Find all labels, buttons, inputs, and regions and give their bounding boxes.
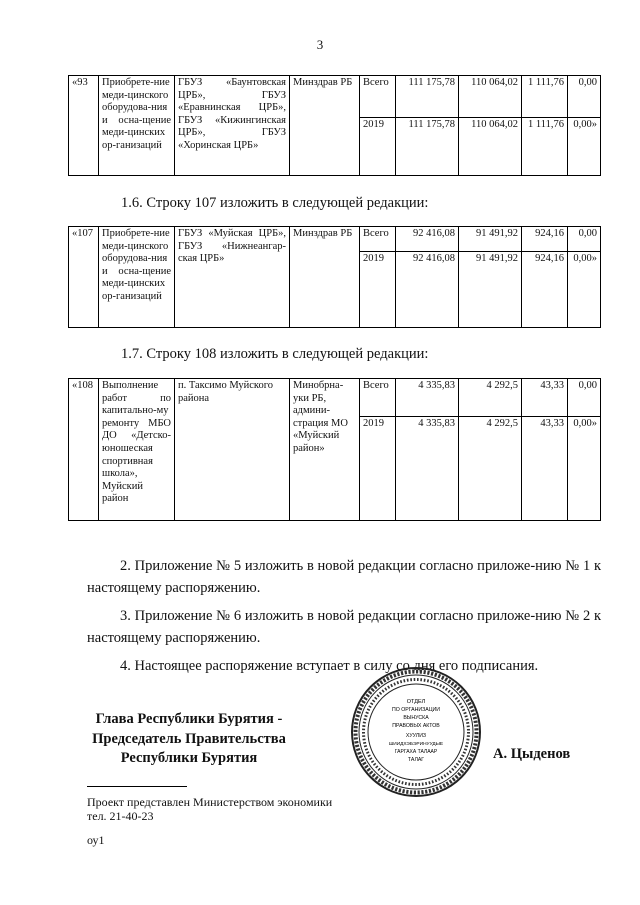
footer-project-note: Проект представлен Министерством экономики <box>87 795 333 809</box>
period-cell: 2019 <box>360 417 396 521</box>
official-seal <box>350 666 482 798</box>
federal-cell: 91 491,92 <box>459 227 522 252</box>
republic-cell: 43,33 <box>522 417 568 521</box>
federal-cell: 4 292,5 <box>459 417 522 521</box>
event-name-cell: Приобрете-ние меди-цинского оборудова-ния и осна-щение меди-цинских ор-ганизаций <box>99 76 175 176</box>
paragraph-2: 2. Приложение № 5 изложить в новой редакции согласно приложе-нию № 1 к настоящему распоряжению. <box>87 558 601 596</box>
local-cell: 0,00 <box>568 379 601 417</box>
recipient-cell: п. Таксимо Муйского района <box>175 379 290 521</box>
row-number-cell: «107 <box>69 227 99 328</box>
period-cell: Всего <box>360 76 396 118</box>
federal-cell: 91 491,92 <box>459 252 522 328</box>
svg-text:ТАЛАГ: ТАЛАГ <box>407 757 425 763</box>
recipient-cell: ГБУЗ «Баунтовская ЦРБ», ГБУЗ «Еравнинская ЦРБ», ГБУЗ «Кижингинская ЦРБ», ГБУЗ «Хоринская ЦРБ» <box>175 76 290 176</box>
total-cell: 4 335,83 <box>396 379 459 417</box>
table-row-108 <box>68 378 601 521</box>
local-cell: 0,00» <box>568 252 601 328</box>
executor-cell: Минздрав РБ <box>290 227 360 328</box>
recipient-cell: ГБУЗ «Муйская ЦРБ», ГБУЗ «Нижнеангар-ская ЦРБ» <box>175 227 290 328</box>
republic-cell: 43,33 <box>522 379 568 417</box>
period-cell: 2019 <box>360 118 396 176</box>
table-row-107 <box>68 226 601 328</box>
row-number-cell: «108 <box>69 379 99 521</box>
svg-text:ВЫНУСКА: ВЫНУСКА <box>403 715 429 721</box>
page-number: 3 <box>316 37 324 52</box>
period-cell: Всего <box>360 227 396 252</box>
local-cell: 0,00 <box>568 76 601 118</box>
total-cell: 111 175,78 <box>396 76 459 118</box>
svg-text:ХУУЛИЗ: ХУУЛИЗ <box>405 733 427 739</box>
svg-text:ОТДЕЛ: ОТДЕЛ <box>406 699 426 705</box>
footer-code: оу1 <box>87 833 105 847</box>
local-cell: 0,00» <box>568 118 601 176</box>
footer-divider <box>87 786 187 787</box>
paragraph-3: 3. Приложение № 6 изложить в новой редакции согласно приложе-нию № 2 к настоящему распоряжению. <box>87 608 601 646</box>
republic-cell: 1 111,76 <box>522 76 568 118</box>
table-row-93 <box>68 75 601 176</box>
republic-cell: 1 111,76 <box>522 118 568 176</box>
republic-cell: 924,16 <box>522 227 568 252</box>
row-number-cell: «93 <box>69 76 99 176</box>
event-name-cell: Выполнение работ по капитально-му ремонту МБО ДО «Детско-юношеская спортивная школа», Муйский район <box>99 379 175 521</box>
event-name-cell: Приобрете-ние меди-цинского оборудова-ния и осна-щение меди-цинских ор-ганизаций <box>99 227 175 328</box>
federal-cell: 110 064,02 <box>459 118 522 176</box>
executor-cell: Минобрна-уки РБ, админи-страция МО «Муйский район» <box>290 379 360 521</box>
republic-cell: 924,16 <box>522 252 568 328</box>
period-cell: Всего <box>360 379 396 417</box>
total-cell: 92 416,08 <box>396 227 459 252</box>
total-cell: 4 335,83 <box>396 417 459 521</box>
total-cell: 111 175,78 <box>396 118 459 176</box>
signatory-name: А. Цыденов <box>493 746 571 762</box>
footer-phone: тел. 21-40-23 <box>87 809 154 823</box>
svg-text:ГАРГАХА ТАЛААР: ГАРГАХА ТАЛААР <box>394 749 438 755</box>
local-cell: 0,00» <box>568 417 601 521</box>
local-cell: 0,00 <box>568 227 601 252</box>
total-cell: 92 416,08 <box>396 252 459 328</box>
federal-cell: 110 064,02 <box>459 76 522 118</box>
svg-text:ПО ОРГАНИЗАЦИИ: ПО ОРГАНИЗАЦИИ <box>392 707 440 713</box>
section-heading: 1.7. Строку 108 изложить в следующей редакции: <box>121 346 429 362</box>
paragraph-4: 4. Настоящее распоряжение вступает в силу со дня его подписания. <box>120 658 539 674</box>
signatory-title: Глава Республики Бурятия - Председатель Правительства Республики Бурятия <box>92 711 286 766</box>
period-cell: 2019 <box>360 252 396 328</box>
svg-text:ПРАВОВЫХ АКТОВ: ПРАВОВЫХ АКТОВ <box>392 723 440 729</box>
federal-cell: 4 292,5 <box>459 379 522 417</box>
svg-text:ШИИДХЭБЭРИНУУДЫЕ: ШИИДХЭБЭРИНУУДЫЕ <box>388 742 444 747</box>
executor-cell: Минздрав РБ <box>290 76 360 176</box>
section-heading: 1.6. Строку 107 изложить в следующей редакции: <box>121 195 429 211</box>
